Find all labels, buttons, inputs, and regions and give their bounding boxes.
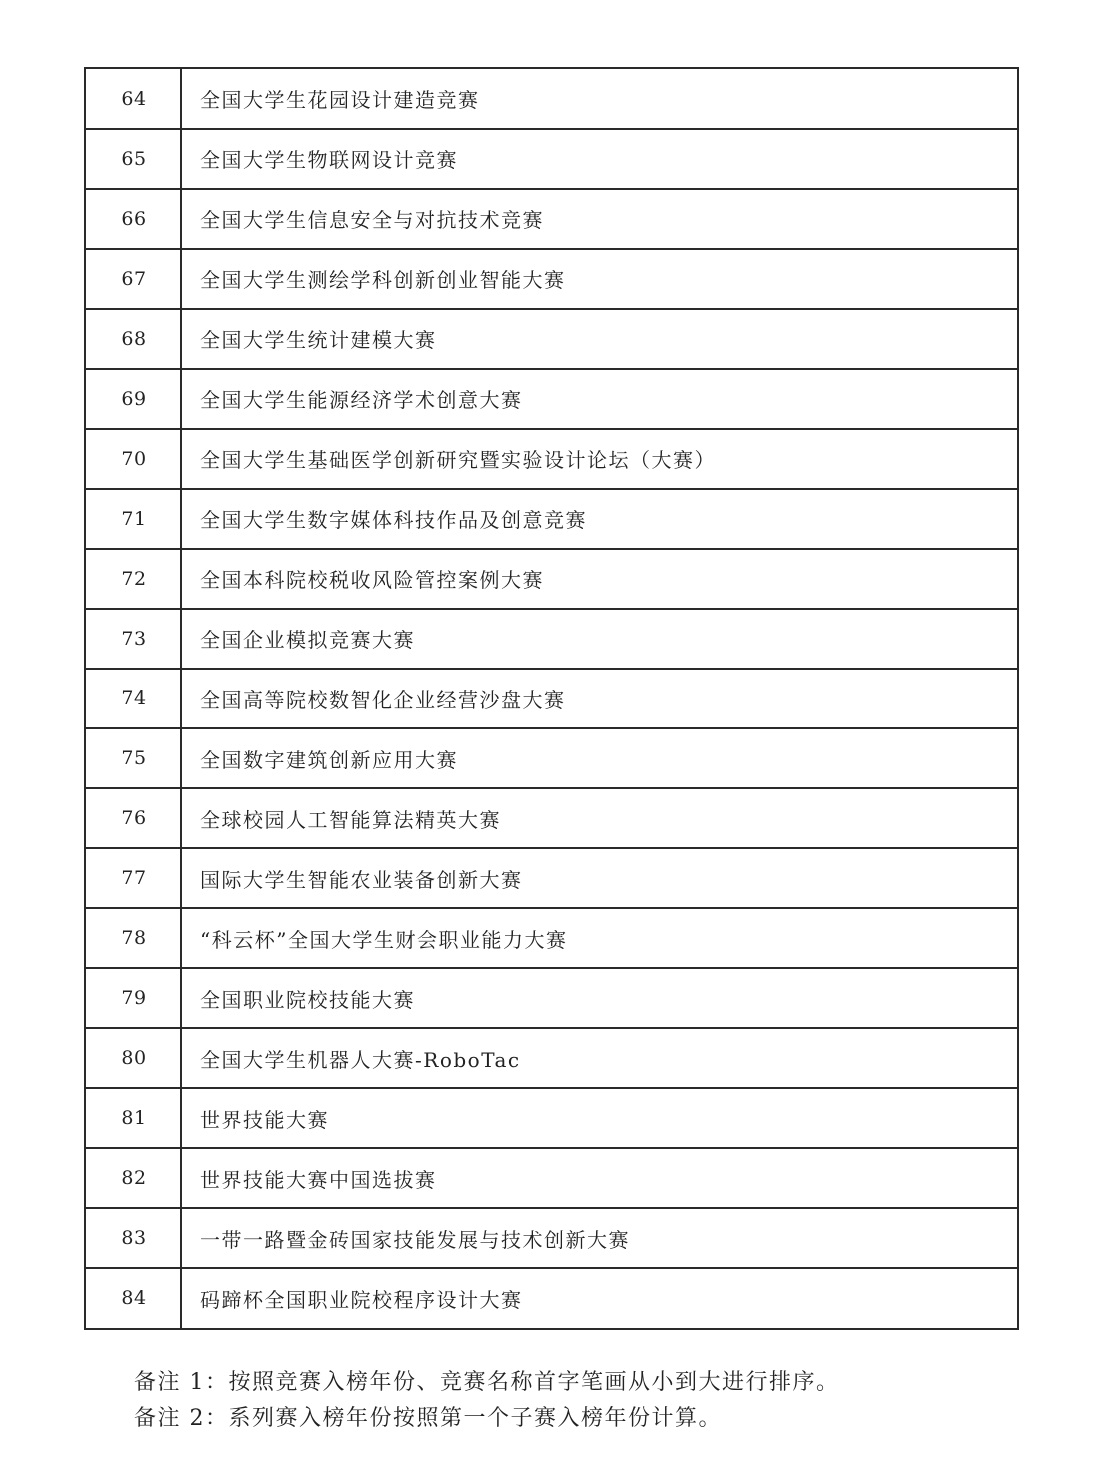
table-row — [86, 1088, 1017, 1148]
competition-name: 全国职业院校技能大赛 — [200, 987, 415, 1012]
competition-name: 世界技能大赛 — [200, 1107, 329, 1132]
row-divider — [86, 668, 1017, 670]
row-number: 84 — [121, 1287, 147, 1310]
competition-name: 全国大学生信息安全与对抗技术竞赛 — [200, 208, 544, 233]
row-divider — [86, 248, 1017, 250]
note-2: 备注 2：系列赛入榜年份按照第一个子赛入榜年份计算。 — [134, 1406, 722, 1431]
table-row — [86, 489, 1017, 549]
table-row — [86, 1028, 1017, 1088]
competition-name: 全国大学生统计建模大赛 — [200, 328, 437, 353]
row-number: 72 — [121, 567, 147, 590]
table-row — [86, 549, 1017, 609]
row-number: 78 — [121, 927, 147, 950]
row-number: 73 — [121, 627, 147, 650]
row-divider — [86, 847, 1017, 849]
competition-name: 世界技能大赛中国选拔赛 — [200, 1167, 437, 1192]
competition-name: 全国大学生机器人大赛-RoboTac — [200, 1047, 521, 1072]
table-row — [86, 129, 1017, 189]
row-number: 81 — [121, 1107, 147, 1130]
row-number: 83 — [121, 1227, 147, 1250]
competition-name: 全国大学生花园设计建造竞赛 — [200, 88, 480, 113]
row-divider — [86, 967, 1017, 969]
competition-name: 全国大学生基础医学创新研究暨实验设计论坛（大赛） — [200, 448, 716, 473]
competition-name: 码蹄杯全国职业院校程序设计大赛 — [200, 1287, 523, 1312]
row-number: 65 — [121, 147, 147, 170]
table-row — [86, 968, 1017, 1028]
row-number: 79 — [121, 987, 147, 1010]
row-number: 64 — [121, 87, 147, 110]
row-number: 67 — [121, 267, 147, 290]
table-row — [86, 908, 1017, 968]
row-number: 77 — [121, 867, 147, 890]
competition-name: “科云杯”全国大学生财会职业能力大赛 — [200, 927, 568, 952]
row-divider — [86, 488, 1017, 490]
table-row — [86, 69, 1017, 129]
table-row — [86, 249, 1017, 309]
row-number: 70 — [121, 447, 147, 470]
table-row — [86, 1208, 1017, 1268]
competition-name: 全球校园人工智能算法精英大赛 — [200, 807, 501, 832]
row-divider — [86, 907, 1017, 909]
row-divider — [86, 727, 1017, 729]
row-number: 75 — [121, 747, 147, 770]
table-row — [86, 1268, 1017, 1328]
competition-name: 全国大学生数字媒体科技作品及创意竞赛 — [200, 508, 587, 533]
row-number: 76 — [121, 807, 147, 830]
competition-name: 全国大学生测绘学科创新创业智能大赛 — [200, 268, 566, 293]
row-divider — [86, 1087, 1017, 1089]
row-divider — [86, 1147, 1017, 1149]
row-number: 82 — [121, 1167, 147, 1190]
table-row — [86, 848, 1017, 908]
competition-table — [84, 67, 1019, 1330]
competition-name: 一带一路暨金砖国家技能发展与技术创新大赛 — [200, 1227, 630, 1252]
competition-name: 全国企业模拟竞赛大赛 — [200, 628, 415, 653]
row-divider — [86, 368, 1017, 370]
row-divider — [86, 1267, 1017, 1269]
notes-section — [134, 1365, 840, 1437]
row-divider — [86, 548, 1017, 550]
competition-name: 全国高等院校数智化企业经营沙盘大赛 — [200, 687, 566, 712]
row-divider — [86, 128, 1017, 130]
competition-name: 全国大学生物联网设计竞赛 — [200, 148, 458, 173]
table-row — [86, 728, 1017, 788]
table-row — [86, 788, 1017, 848]
row-number: 66 — [121, 207, 147, 230]
table-row — [86, 309, 1017, 369]
note-1: 备注 1：按照竞赛入榜年份、竞赛名称首字笔画从小到大进行排序。 — [134, 1370, 840, 1395]
row-divider — [86, 787, 1017, 789]
table-row — [86, 429, 1017, 489]
row-divider — [86, 428, 1017, 430]
row-number: 74 — [121, 687, 147, 710]
row-divider — [86, 188, 1017, 190]
row-divider — [86, 1027, 1017, 1029]
competition-name: 全国数字建筑创新应用大赛 — [200, 747, 458, 772]
table-row — [86, 189, 1017, 249]
competition-name: 全国大学生能源经济学术创意大赛 — [200, 388, 523, 413]
row-divider — [86, 608, 1017, 610]
table-row — [86, 369, 1017, 429]
row-divider — [86, 1207, 1017, 1209]
row-divider — [86, 308, 1017, 310]
row-number: 71 — [121, 507, 147, 530]
row-number: 69 — [121, 387, 147, 410]
row-number: 68 — [121, 327, 147, 350]
competition-name: 国际大学生智能农业装备创新大赛 — [200, 867, 523, 892]
table-row — [86, 1148, 1017, 1208]
table-row — [86, 669, 1017, 729]
table-row — [86, 609, 1017, 669]
competition-name: 全国本科院校税收风险管控案例大赛 — [200, 568, 544, 593]
row-number: 80 — [121, 1047, 147, 1070]
